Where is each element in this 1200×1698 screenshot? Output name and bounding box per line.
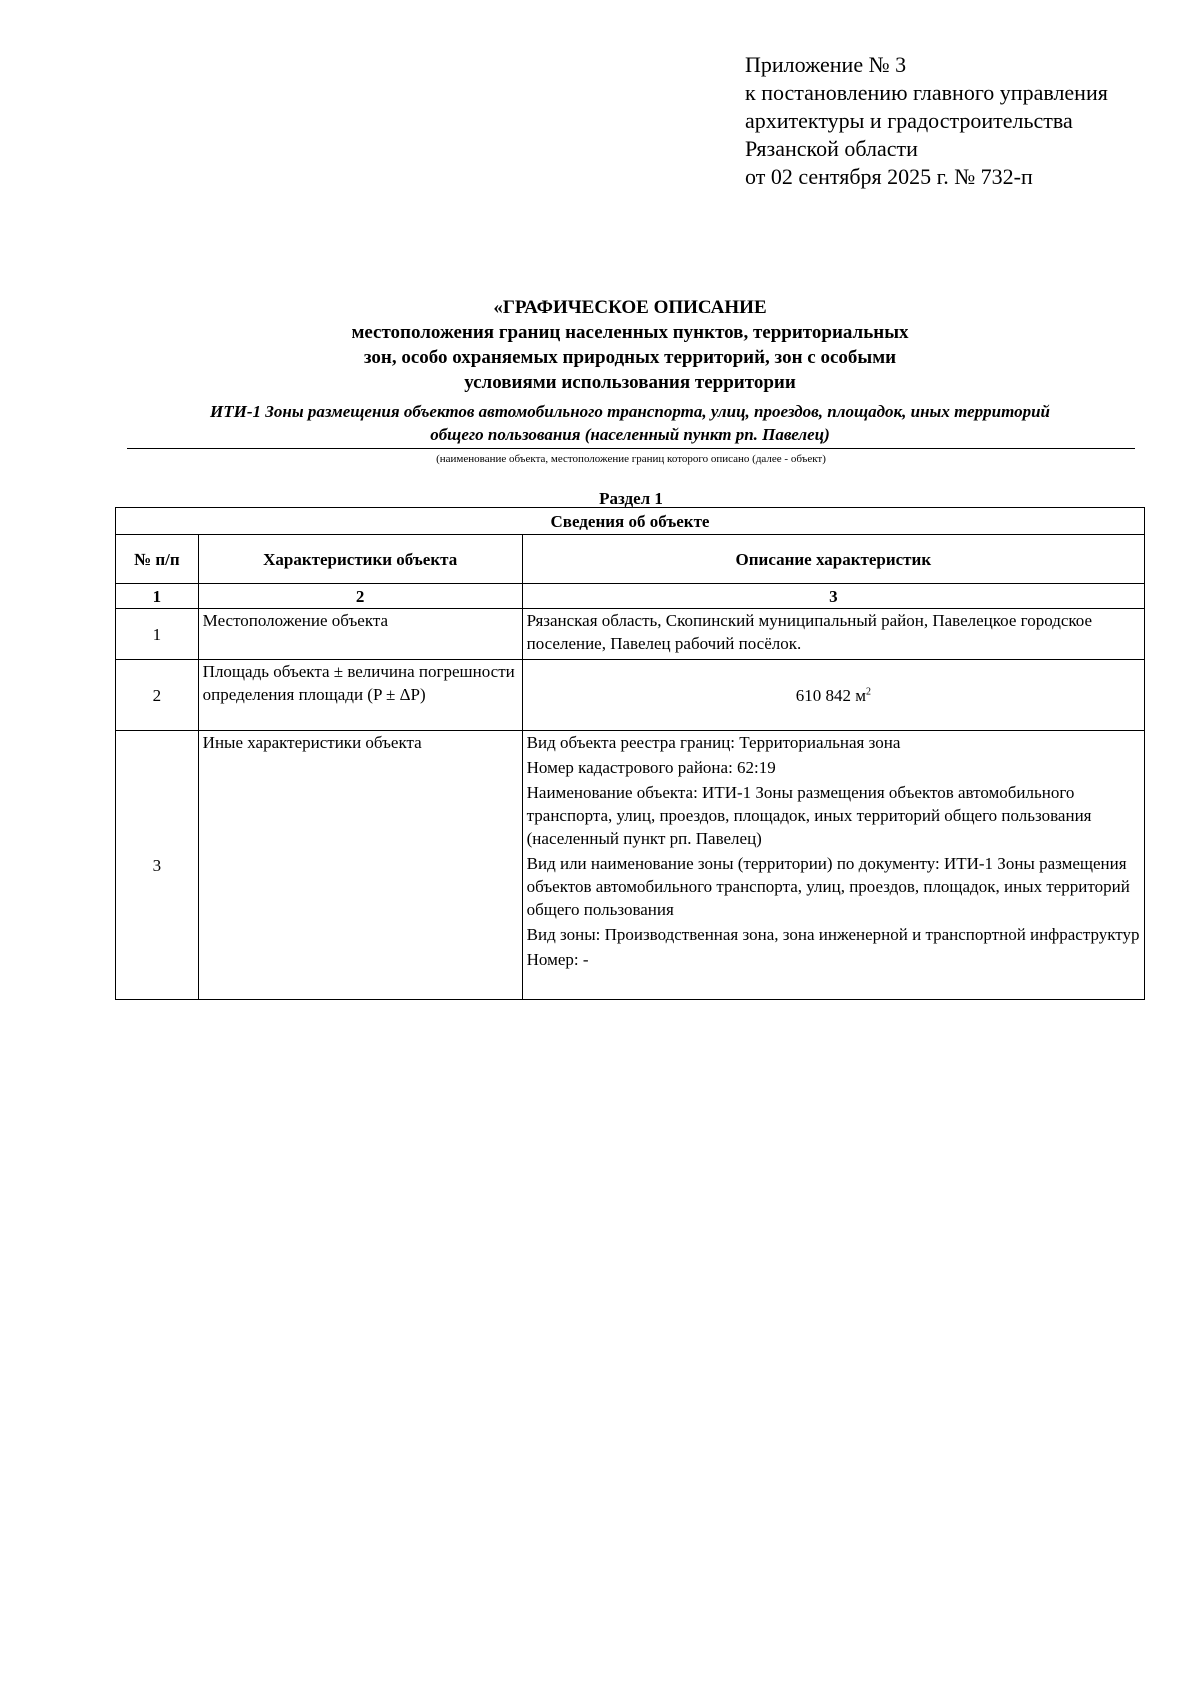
row-area-value	[522, 660, 1144, 731]
object-name-line: ИТИ-1 Зоны размещения объектов автомобильного транспорта, улиц, проездов, площадок, иных территорий	[210, 402, 1050, 421]
object-caption: (наименование объекта, местоположение границ которого описано (далее - объект)	[436, 453, 826, 465]
column-number: 2	[198, 584, 522, 609]
table-row	[116, 660, 1145, 731]
document-title: «ГРАФИЧЕСКОЕ ОПИСАНИЕ	[493, 297, 767, 318]
header-num	[116, 535, 199, 584]
description-line: Рязанская область, Скопинский муниципальный район, Павелецкое городское поселение, Павелец рабочий посёлок.	[526, 611, 1093, 653]
appendix-block	[745, 51, 1108, 191]
row-num: 2	[116, 660, 199, 731]
description-line: Вид или наименование зоны (территории) по документу: ИТИ-1 Зоны размещения объектов автомобильного транспорта, улиц, проездов, площадок, иных территорий общего пользования	[526, 854, 1130, 919]
row-description	[522, 609, 1144, 660]
appendix-line: к постановлению главного управления	[745, 80, 1108, 105]
header-description: Описание характеристик	[522, 535, 1144, 584]
title-block	[120, 295, 1140, 395]
column-number: 3	[522, 584, 1144, 609]
object-name-underline	[127, 448, 1135, 449]
object-info-table	[115, 507, 1145, 1000]
row-characteristic: Иные характеристики объекта	[198, 731, 522, 1000]
header-characteristic: Характеристики объекта	[198, 535, 522, 584]
row-num: 3	[116, 731, 199, 1000]
object-name	[125, 400, 1135, 446]
table-row	[116, 731, 1145, 1000]
document-subtitle-line: местоположения границ населенных пунктов, территориальных	[351, 322, 909, 343]
row-num: 1	[116, 609, 199, 660]
description-line: Наименование объекта: ИТИ-1 Зоны размещения объектов автомобильного транспорта, улиц, проездов, площадок, иных территорий общего пользования (населенный пункт рп. Павелец)	[526, 783, 1092, 848]
object-info-table-wrap	[115, 507, 1145, 1000]
appendix-line: архитектуры и градостроительства	[745, 108, 1073, 133]
area-unit-superscript: 2	[865, 685, 871, 697]
description-line: Номер: -	[526, 950, 589, 969]
header-num-label: № п/п	[134, 549, 180, 569]
appendix-line: Приложение № 3	[745, 52, 907, 77]
section-title: Раздел 1	[599, 489, 663, 508]
appendix-line: от 02 сентября 2025 г. № 732-п	[745, 164, 1033, 189]
document-subtitle-line: условиями использования территории	[464, 372, 796, 393]
table-caption: Сведения об объекте	[116, 508, 1145, 535]
description-line: Номер кадастрового района: 62:19	[526, 758, 776, 777]
area-value: 610 842 м	[795, 685, 866, 705]
row-description	[522, 731, 1144, 1000]
table-header-row	[116, 535, 1145, 584]
appendix-line: Рязанской области	[745, 136, 918, 161]
object-name-line: общего пользования (населенный пункт рп. Павелец)	[430, 425, 830, 444]
document-subtitle-line: зон, особо охраняемых природных территорий, зон с особыми	[363, 347, 897, 368]
column-number-row	[116, 584, 1145, 609]
description-line: Вид объекта реестра границ: Территориальная зона	[526, 733, 901, 752]
table-caption-row	[116, 508, 1145, 535]
table-row	[116, 609, 1145, 660]
column-number: 1	[116, 584, 199, 609]
row-characteristic: Местоположение объекта	[198, 609, 522, 660]
description-line: Вид зоны: Производственная зона, зона инженерной и транспортной инфраструктур	[526, 925, 1140, 944]
row-characteristic: Площадь объекта ± величина погрешности определения площади (P ± ΔP)	[198, 660, 522, 731]
